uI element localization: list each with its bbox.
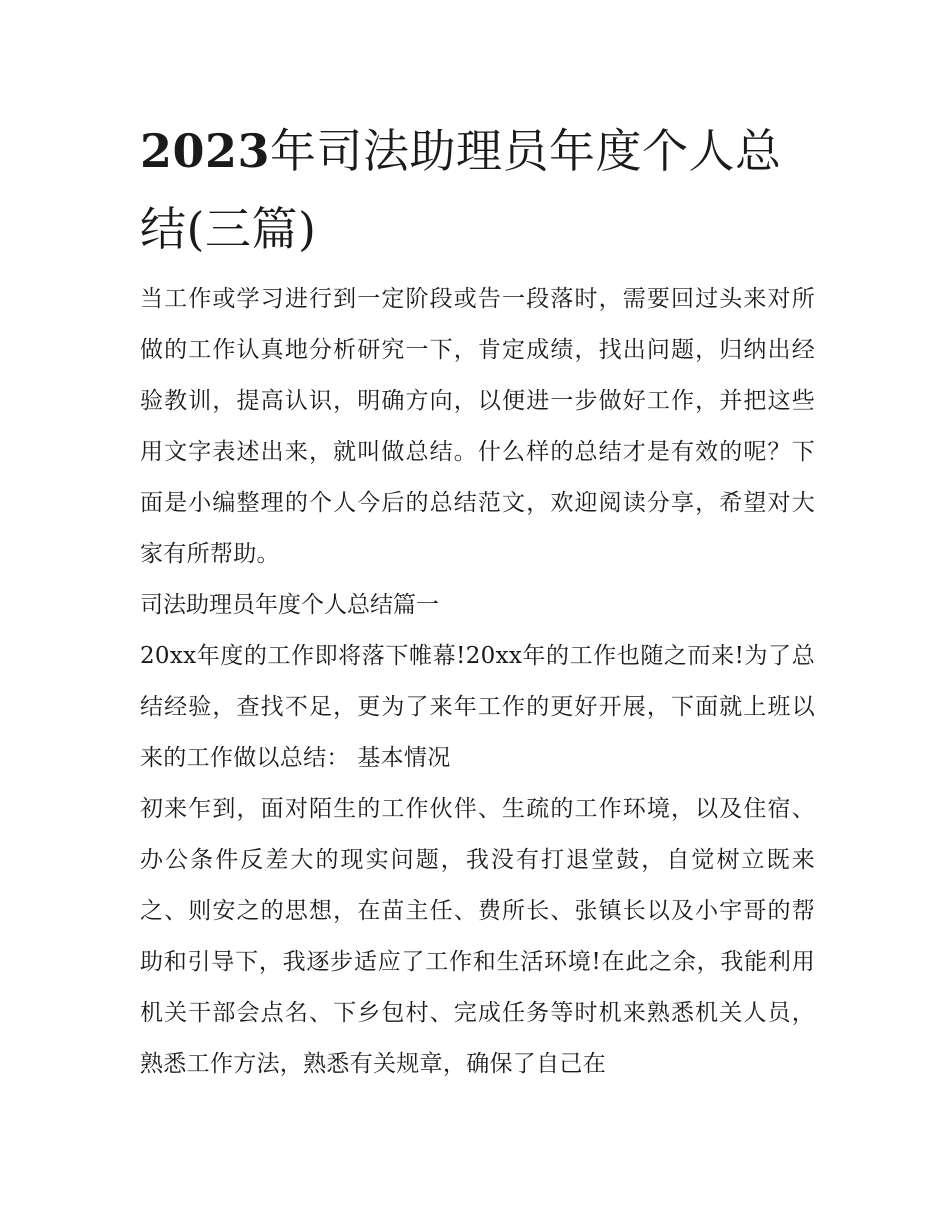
intro-paragraph: 当工作或学习进行到一定阶段或告一段落时，需要回过头来对所做的工作认真地分析研究一下，肯定成绩，找出问题，归纳出经验教训，提高认识，明确方向，以便进一步做好工作，并把这些用文字表述出来，就叫做总结。什么样的总结才是有效的呢？下面是小编整理的个人今后的总结范文，欢迎阅读分享，希望对大家有所帮助。 [140, 286, 815, 567]
document-title [140, 112, 815, 268]
paragraph-1: 20xx年度的工作即将落下帷幕!20xx年的工作也随之而来!为了总结经验，查找不足，更为了来年工作的更好开展，下面就上班以来的工作做以总结： 基本情况 [140, 643, 815, 771]
paragraph-2: 初来乍到，面对陌生的工作伙伴、生疏的工作环境，以及住宿、办公条件反差大的现实问题，我没有打退堂鼓，自觉树立既来之、则安之的思想，在苗主任、费所长、张镇长以及小宇哥的帮助和引导下，我逐步适应了工作和生活环境!在此之余，我能利用机关干部会点名、下乡包村、完成任务等时机来熟悉机关人员，熟悉工作方法，熟悉有关规章，确保了自己在 [140, 796, 815, 1077]
section-heading: 司法助理员年度个人总结篇一 [140, 592, 439, 618]
title-year: 2023 [140, 124, 271, 178]
title-text: 年司法助理员年度个人总结(三篇) [140, 124, 782, 256]
